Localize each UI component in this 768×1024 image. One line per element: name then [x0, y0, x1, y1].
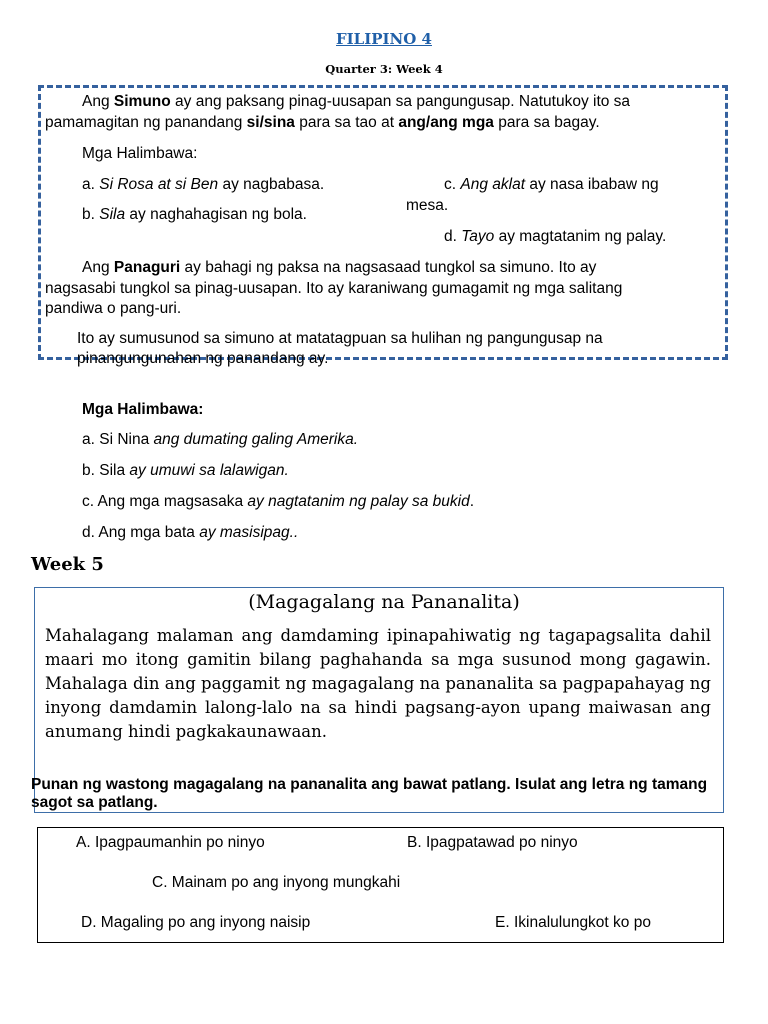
panaguri-examples-label: Mga Halimbawa: — [82, 401, 204, 418]
choice-b: B. Ipagpatawad po ninyo — [407, 834, 578, 851]
simuno-examples-label: Mga Halimbawa: — [82, 145, 198, 162]
week5-box-body: Mahalagang malaman ang damdaming ipinapahiwatig ng tagapagsalita dahil maari mo itong gamitin bilang paghahanda sa mga susunod mong gagawin. Mahalaga din ang paggamit ng magagalang na pananalita sa pagpapahayag ng inyong damdamin lalong-lalo na sa hindi pagsang-ayon upang maiwasan ang anumang hindi pagkakaunawaan. — [45, 626, 711, 741]
panaguri-para2-line1: Ito ay sumusunod sa simuno at matatagpuan sa hulihan ng pangungusap na — [77, 330, 603, 347]
simuno-para-line1: Ang Simuno ay ang paksang pinag-uusapan sa pangungusap. Natutukoy ito sa — [82, 93, 631, 110]
simuno-example-a: a. Si Rosa at si Ben ay nagbabasa. — [82, 176, 325, 193]
panaguri-para2-line2: pinangungunahan ng panandang ay. — [77, 350, 329, 367]
panaguri-term: Panaguri — [113, 259, 181, 276]
week5-heading: Week 5 — [31, 554, 104, 575]
panaguri-example-d: d. Ang mga bata ay masisipag.. — [82, 524, 299, 541]
page-title: FILIPINO 4 — [336, 30, 432, 48]
simuno-para-line2: pamamagitan ng panandang si/sina para sa tao at ang/ang mga para sa bagay. — [45, 114, 600, 131]
choice-a: A. Ipagpaumanhin po ninyo — [76, 834, 265, 851]
week5-box-title: (Magagalang na Pananalita) — [248, 591, 520, 613]
panaguri-example-b: b. Sila ay umuwi sa lalawigan. — [82, 462, 289, 479]
simuno-term: Simuno — [113, 93, 171, 110]
simuno-example-c: c. Ang aklat ay nasa ibabaw ng — [444, 176, 659, 193]
panaguri-para-line1: Ang Panaguri ay bahagi ng paksa na nagsasaad tungkol sa simuno. Ito ay — [82, 259, 597, 276]
panaguri-example-c: c. Ang mga magsasaka ay nagtatanim ng palay sa bukid. — [82, 493, 475, 510]
simuno-example-b: b. Sila ay naghahagisan ng bola. — [82, 206, 307, 223]
panaguri-example-a: a. Si Nina ang dumating galing Amerika. — [82, 431, 359, 448]
week5-instructions: Punan ng wastong magagalang na pananalita ang bawat patlang. Isulat ang letra ng tamang sagot sa patlang. — [31, 776, 708, 811]
page-subtitle: Quarter 3: Week 4 — [325, 62, 443, 76]
simuno-example-c-cont: mesa. — [406, 197, 449, 214]
choice-e: E. Ikinalulungkot ko po — [495, 914, 651, 931]
simuno-example-d: d. Tayo ay magtatanim ng palay. — [444, 228, 667, 245]
panaguri-para-line3: pandiwa o pang-uri. — [45, 300, 182, 317]
choice-c: C. Mainam po ang inyong mungkahi — [152, 874, 401, 891]
panaguri-para-line2: nagsasabi tungkol sa pinag-uusapan. Ito ay karaniwang gumagamit ng mga salitang — [45, 280, 623, 297]
choice-d: D. Magaling po ang inyong naisip — [81, 914, 311, 931]
